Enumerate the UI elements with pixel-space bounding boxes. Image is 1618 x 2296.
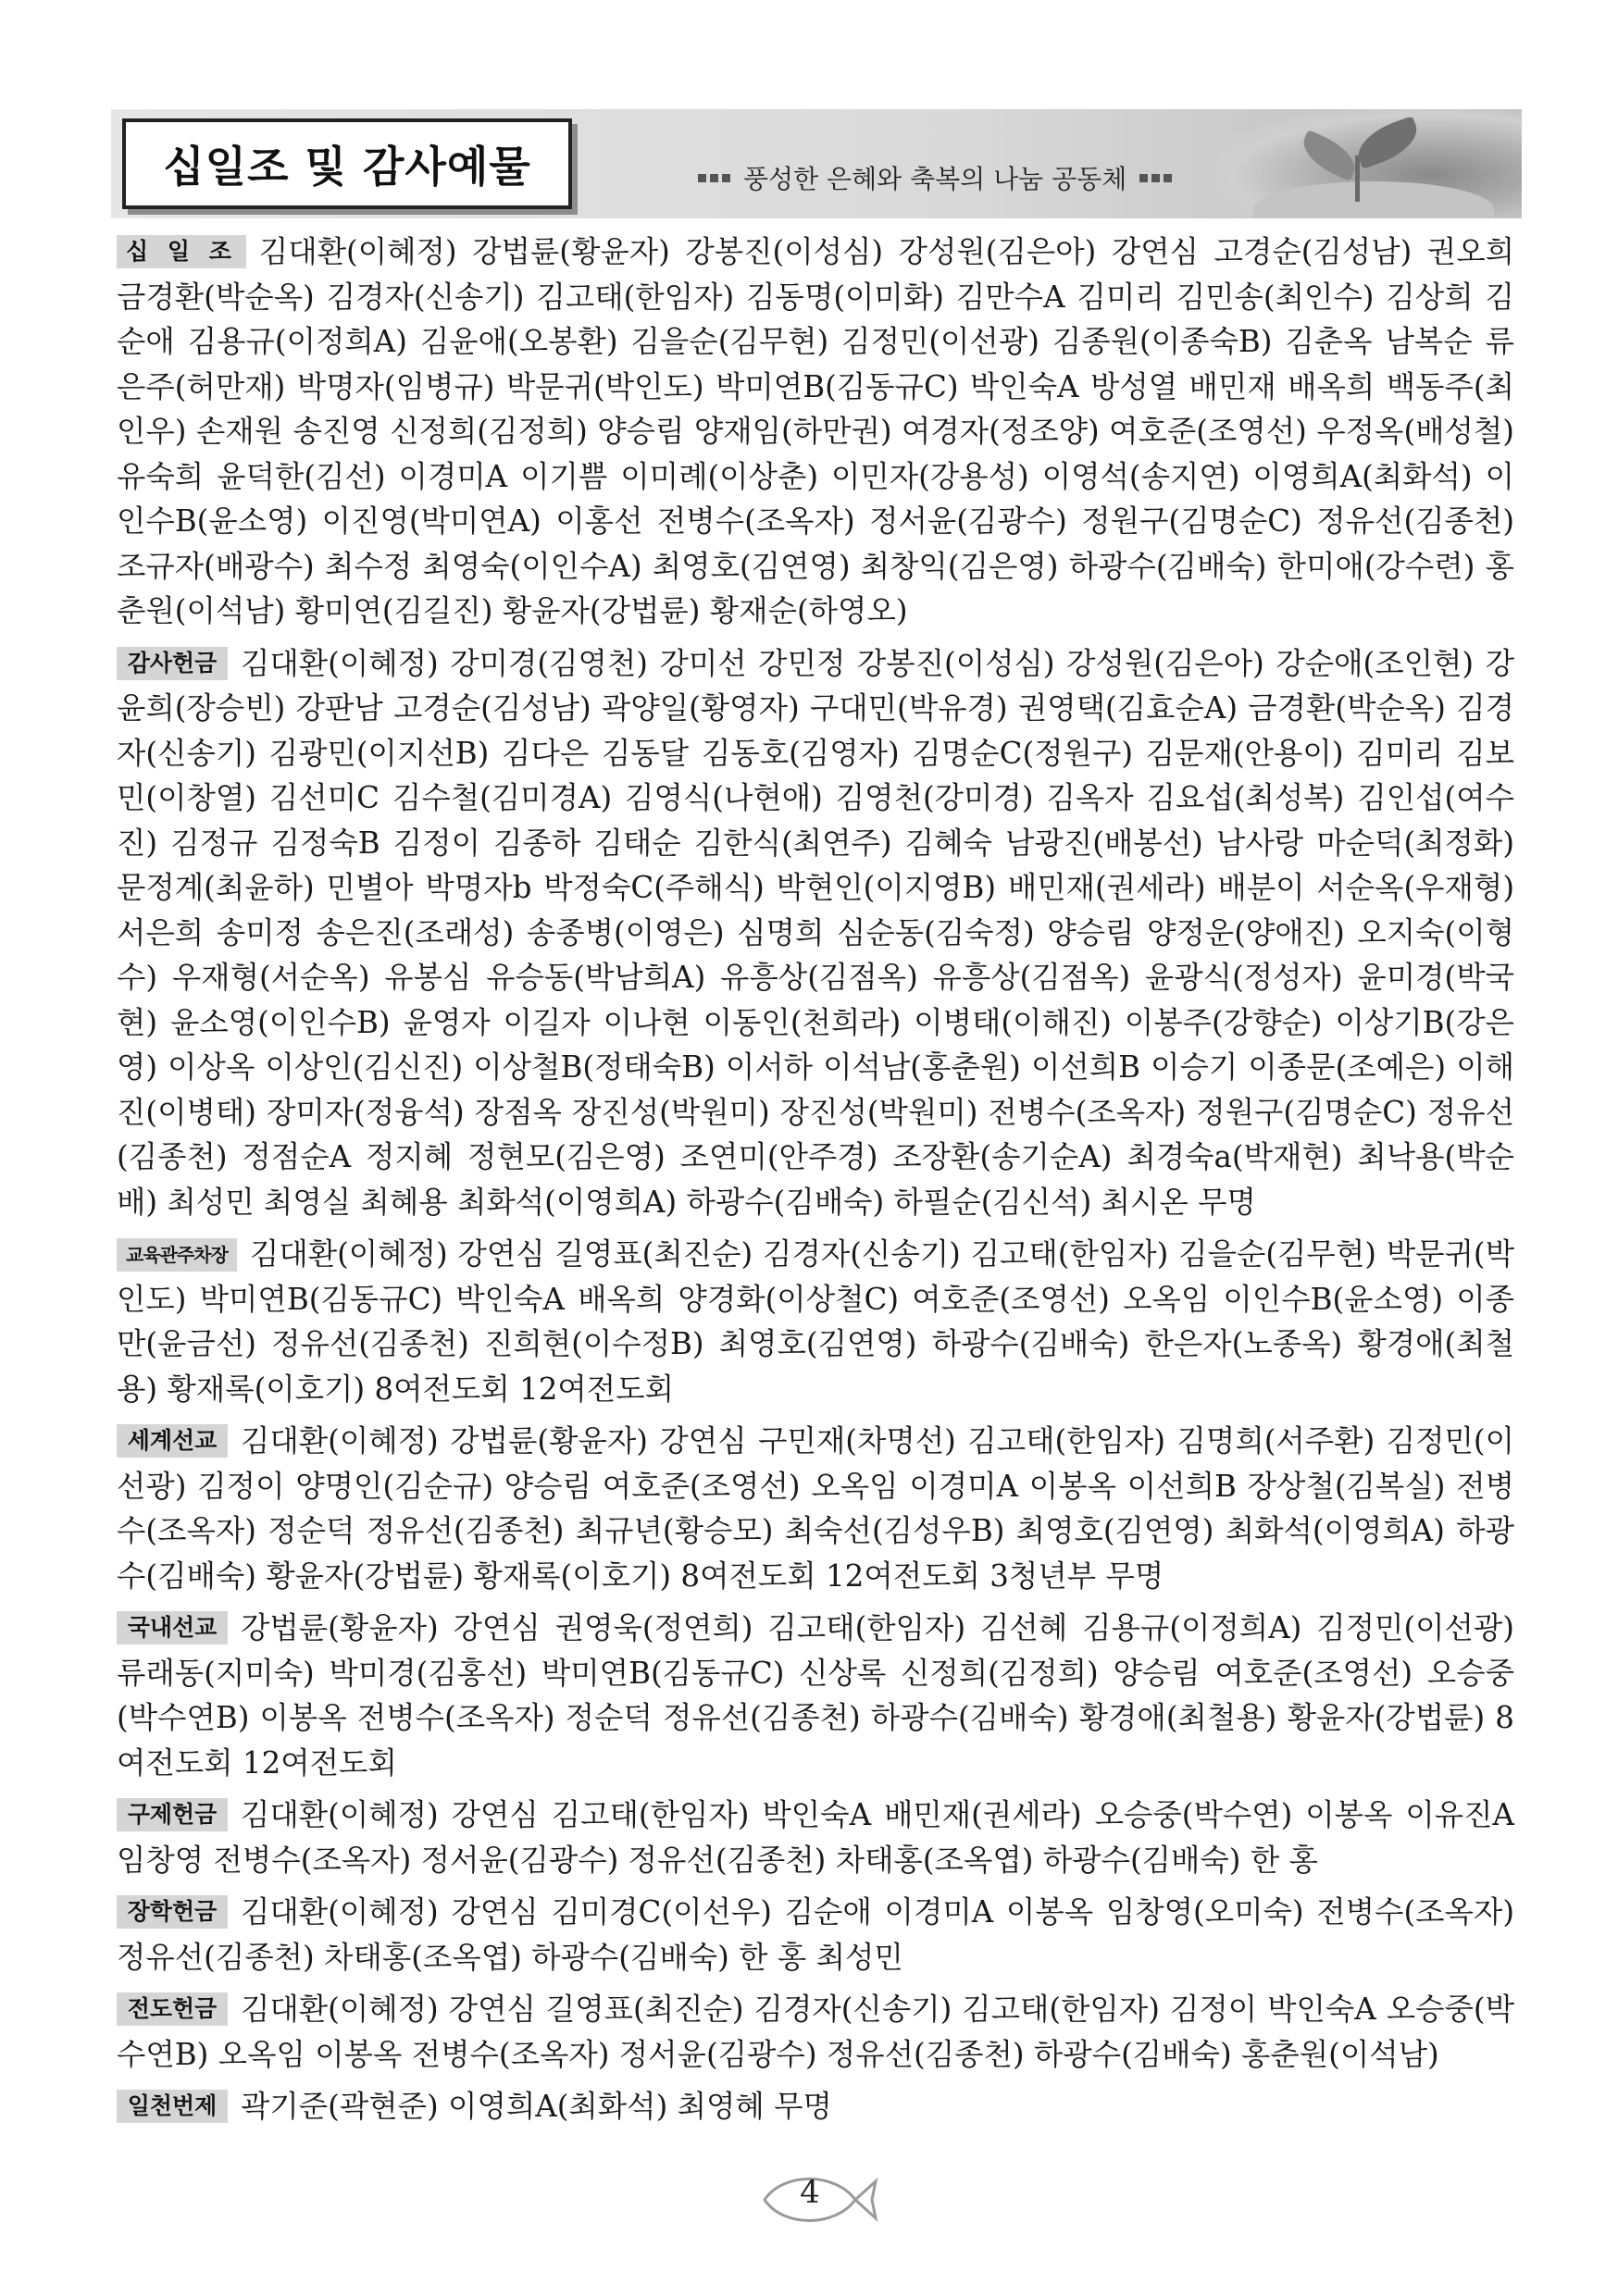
section-label-thousand-offering: 일천번제 [117,2090,228,2123]
plant-in-hands-image [1216,109,1522,218]
square-bullet-icon [722,174,730,182]
section-label-domestic-mission: 국내선교 [117,1611,228,1644]
section-names-tithe: 김대환(이혜정) 강법륜(황윤자) 강봉진(이성심) 강성원(김은아) 강연심 고경순(김성남) 권오희 금경환(박순옥) 김경자(신송기) 김고태(한임자) 김동명(이미화) 김만수A 김미리 김민송(최인수) 김상희 김순애 김용규(이정희A) 김윤애(오봉환) 김을순(김무현) 김정민(이선광) 김종원(이종숙B) 김춘옥 남복순 류은주(허만재) 박명자(임병규) 박문귀(박인도) 박미연B(김동규C) 박인숙A 방성열 배민재 배옥희 백동주(최인우) 손재원 송진영 신정희(김정희) 양승림 양재임(하만권) 여경자(정조양) 여호준(조영선) 우정옥(배성철) 유숙희 윤덕한(김선) 이경미A 이기쁨 이미례(이상춘) 이민자(강용성) 이영석(송지연) 이영희A(최화석) 이인수B(윤소영) 이진영(박미연A) 이홍선 전병수(조옥자) 정서윤(김광수) 정원구(김명순C) 정유선(김종천) 조규자(배광수) 최수정 최영숙(이인수A) 최영호(김연영) 최창익(김은영) 하광수(김배숙) 한미애(강수련) 홍춘원(이석남) 황미연(김길진) 황윤자(강법륜) 황재순(하영오) [117,234,1514,628]
offering-list [117,230,1514,2137]
square-bullet-icon [1164,174,1172,182]
section-tithe [117,230,1514,634]
square-bullet-icon [710,174,718,182]
section-label-thanks-offering: 감사헌금 [117,647,228,680]
page-title-box [122,118,572,209]
section-evangelism-offering [117,1987,1514,2077]
section-label-relief-offering: 구제헌금 [117,1798,228,1831]
section-names-evangelism-offering: 김대환(이혜정) 강연심 길영표(최진순) 김경자(신송기) 김고태(한임자) 김정이 박인숙A 오승중(박수연B) 오옥임 이봉옥 전병수(조옥자) 정서윤(김광수) 정유선(김종천) 하광수(김배숙) 홍춘원(이석남) [117,1992,1514,2072]
section-education-parking [117,1232,1514,1411]
section-relief-offering [117,1793,1514,1882]
section-names-relief-offering: 김대환(이혜정) 강연심 김고태(한임자) 박인숙A 배민재(권세라) 오승중(박수연) 이봉옥 이유진A 임창영 전병수(조옥자) 정서윤(김광수) 정유선(김종천) 차태홍(조옥엽) 하광수(김배숙) 한 홍 [117,1797,1514,1878]
section-names-scholarship-offering: 김대환(이혜정) 강연심 김미경C(이선우) 김순애 이경미A 이봉옥 임창영(오미숙) 전병수(조옥자) 정유선(김종천) 차태홍(조옥엽) 하광수(김배숙) 한 홍 최성민 [117,1894,1514,1975]
section-names-domestic-mission: 강법륜(황윤자) 강연심 권영욱(정연희) 김고태(한임자) 김선혜 김용규(이정희A) 김정민(이선광) 류래동(지미숙) 박미경(김홍선) 박미연B(김동규C) 신상록 신정희(김정희) 양승림 여호준(조영선) 오승중(박수연B) 이봉옥 전병수(조옥자) 정순덕 정유선(김종천) 하광수(김배숙) 황경애(최철용) 황윤자(강법륜) 8여전도회 12여전도회 [117,1610,1514,1781]
section-thousand-offering [117,2084,1514,2129]
page-number-footer [759,2168,879,2233]
section-thanks-offering [117,641,1514,1225]
page-title: 십일조 및 감사예물 [163,142,531,192]
square-bullet-icon [1151,174,1160,182]
section-scholarship-offering [117,1890,1514,1980]
section-label-evangelism-offering: 전도헌금 [117,1992,228,2026]
section-names-thanks-offering: 김대환(이혜정) 강미경(김영천) 강미선 강민정 강봉진(이성심) 강성원(김은아) 강순애(조인현) 강윤희(장승빈) 강판남 고경순(김성남) 곽양일(황영자) 구대민(박유경) 권영택(김효순A) 금경환(박순옥) 김경자(신송기) 김광민(이지선B) 김다은 김동달 김동호(김영자) 김명순C(정원구) 김문재(안용이) 김미리 김보민(이창열) 김선미C 김수철(김미경A) 김영식(나현애) 김영천(강미경) 김옥자 김요섭(최성복) 김인섭(여수진) 김정규 김정숙B 김정이 김종하 김태순 김한식(최연주) 김혜숙 남광진(배봉선) 남사랑 마순덕(최정화) 문정계(최윤하) 민별아 박명자b 박정숙C(주해식) 박현인(이지영B) 배민재(권세라) 배분이 서순옥(우재형) 서은희 송미정 송은진(조래성) 송종병(이영은) 심명희 심순동(김숙정) 양승림 양정운(양애진) 오지숙(이형수) 우재형(서순옥) 유봉심 유승동(박남희A) 유흥상(김점옥) 유흥상(김점옥) 윤광식(정성자) 윤미경(박국현) 윤소영(이인수B) 윤영자 이길자 이나현 이동인(천희라) 이병태(이해진) 이봉주(강향순) 이상기B(강은영) 이상옥 이상인(김신진) 이상철B(정태숙B) 이서하 이석남(홍춘원) 이선희B 이승기 이종문(조예은) 이해진(이병태) 장미자(정융석) 장점옥 장진성(박원미) 장진성(박원미) 전병수(조옥자) 정원구(김명순C) 정유선(김종천) 정점순A 정지혜 정현모(김은영) 조연미(안주경) 조장환(송기순A) 최경숙a(박재현) 최낙용(박순배) 최성민 최영실 최혜용 최화석(이영희A) 하광수(김배숙) 하필순(김신석) 최시온 무명 [117,645,1514,1220]
section-names-thousand-offering: 곽기준(곽현준) 이영희A(최화석) 최영혜 무명 [241,2089,832,2124]
square-bullet-icon [698,174,706,182]
section-world-mission [117,1419,1514,1598]
section-label-world-mission: 세계선교 [117,1424,228,1458]
subtitle-text: 풍성한 은혜와 축복의 나눔 공동체 [743,164,1127,194]
section-domestic-mission [117,1606,1514,1785]
subtitle [696,159,1174,196]
section-label-tithe: 십 일 조 [117,235,246,268]
section-names-world-mission: 김대환(이혜정) 강법륜(황윤자) 강연심 구민재(차명선) 김고태(한임자) 김명희(서주환) 김정민(이선광) 김정이 양명인(김순규) 양승림 여호준(조영선) 오옥임 이경미A 이봉옥 이선희B 장상철(김복실) 전병수(조옥자) 정순덕 정유선(김종천) 최규년(황승모) 최숙선(김성우B) 최영호(김연영) 최화석(이영희A) 하광수(김배숙) 황윤자(강법륜) 황재록(이호기) 8여전도회 12여전도회 3청년부 무명 [117,1423,1514,1594]
section-label-education-parking: 교육관주차장 [117,1238,237,1272]
page-number: 4 [800,2174,820,2211]
section-names-education-parking: 김대환(이혜정) 강연심 길영표(최진순) 김경자(신송기) 김고태(한임자) 김을순(김무현) 박문귀(박인도) 박미연B(김동규C) 박인숙A 배옥희 양경화(이상철C) 여호준(조영선) 오옥임 이인수B(윤소영) 이종만(윤금선) 정유선(김종천) 진희현(이수정B) 최영호(김연영) 하광수(김배숙) 한은자(노종옥) 황경애(최철용) 황재록(이호기) 8여전도회 12여전도회 [117,1236,1514,1407]
square-bullet-icon [1139,174,1148,182]
section-label-scholarship-offering: 장학헌금 [117,1895,228,1929]
